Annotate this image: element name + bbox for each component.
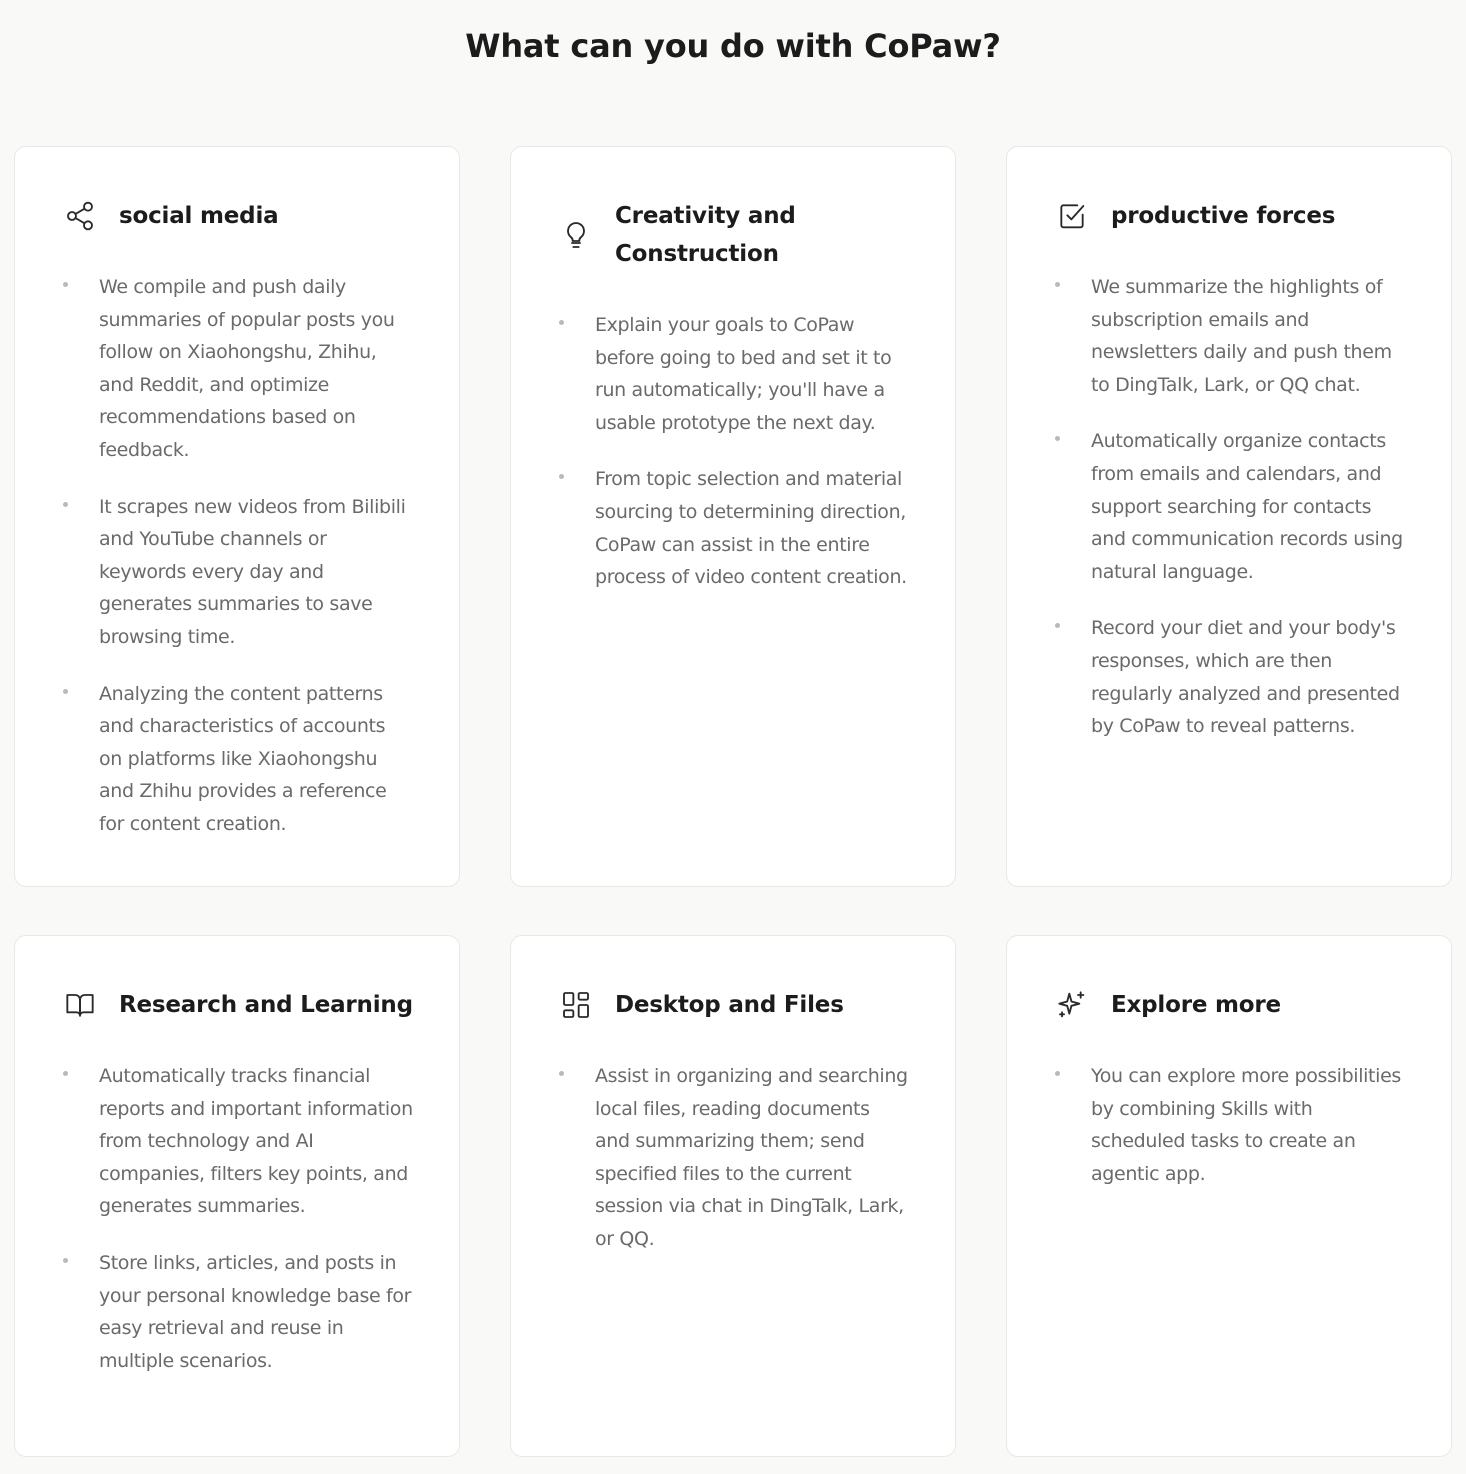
book-open-icon xyxy=(63,988,97,1022)
card-title: social media xyxy=(119,203,279,229)
list-item: Explain your goals to CoPaw before going to bed and set it to run automatically; you'll have a usable prototype the next day. xyxy=(559,309,909,439)
page-title: What can you do with CoPaw? xyxy=(465,27,1001,65)
card-list xyxy=(559,1060,909,1256)
feature-card-desktop-files xyxy=(510,935,956,1457)
card-list xyxy=(1055,271,1405,743)
card-header xyxy=(1055,197,1405,235)
feature-card-productive-forces xyxy=(1006,146,1452,887)
card-list xyxy=(559,309,909,594)
list-item: Analyzing the content patterns and characteristics of accounts on platforms like Xiaohongshu and Zhihu provides a reference for content creation. xyxy=(63,678,413,841)
list-item: Automatically organize contacts from emails and calendars, and support searching for contacts and communication records using natural language. xyxy=(1055,425,1405,588)
share-icon xyxy=(63,199,97,233)
card-header xyxy=(63,197,413,235)
card-title: Research and Learning xyxy=(119,992,413,1018)
feature-card-research xyxy=(14,935,460,1457)
list-item: Assist in organizing and searching local files, reading documents and summarizing them; send specified files to the current session via chat in DingTalk, Lark, or QQ. xyxy=(559,1060,909,1256)
sparkles-icon xyxy=(1055,988,1089,1022)
card-title: Explore more xyxy=(1111,992,1281,1018)
card-list xyxy=(1055,1060,1405,1190)
feature-card-social-media xyxy=(14,146,460,887)
list-item: It scrapes new videos from Bilibili and YouTube channels or keywords every day and generates summaries to save browsing time. xyxy=(63,491,413,654)
list-item: Store links, articles, and posts in your personal knowledge base for easy retrieval and reuse in multiple scenarios. xyxy=(63,1247,413,1377)
card-title: Creativity and Construction xyxy=(615,203,796,267)
card-header xyxy=(1055,986,1405,1024)
list-item: We compile and push daily summaries of popular posts you follow on Xiaohongshu, Zhihu, and Reddit, and optimize recommendations based on feedback. xyxy=(63,271,413,467)
list-item: We summarize the highlights of subscription emails and newsletters daily and push them to DingTalk, Lark, or QQ chat. xyxy=(1055,271,1405,401)
list-item: Automatically tracks financial reports and important information from technology and AI companies, filters key points, and generates summaries. xyxy=(63,1060,413,1223)
card-title: Desktop and Files xyxy=(615,992,844,1018)
card-header xyxy=(559,197,909,273)
card-list xyxy=(63,1060,413,1377)
card-list xyxy=(63,271,413,841)
feature-card-creativity xyxy=(510,146,956,887)
card-header xyxy=(63,986,413,1024)
lightbulb-icon xyxy=(559,218,593,252)
list-item: Record your diet and your body's responses, which are then regularly analyzed and presented by CoPaw to reveal patterns. xyxy=(1055,612,1405,742)
card-title: productive forces xyxy=(1111,203,1336,229)
list-item: From topic selection and material sourcing to determining direction, CoPaw can assist in the entire process of video content creation. xyxy=(559,463,909,593)
checkbox-icon xyxy=(1055,199,1089,233)
dashboard-icon xyxy=(559,988,593,1022)
feature-card-explore-more xyxy=(1006,935,1452,1457)
card-header xyxy=(559,986,909,1024)
list-item: You can explore more possibilities by combining Skills with scheduled tasks to create an agentic app. xyxy=(1055,1060,1405,1190)
